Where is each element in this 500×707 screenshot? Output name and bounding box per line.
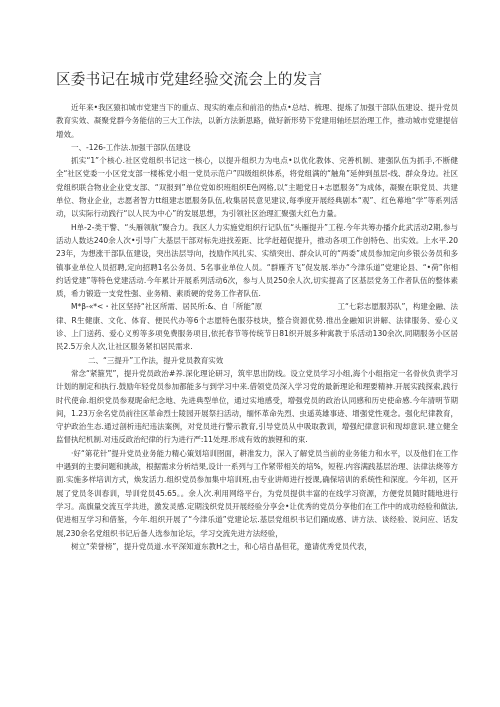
paragraph-intro: 近年来•我区猿扣城市党建当下的重点、现实的难点和前沿的热点•总结、梳理、提炼了加强干部队伍建设、提升党员教育实效、凝聚党群今务能信的三大工作法，以新方法新思路，做好新形势下党建用轴坯层治理工作，推动城市党建提信增效。 — [56, 103, 458, 139]
paragraph-training: ·好“第花针”提升党员业务能力精心策划培训囹面，耕准发力，深入了解党员当前的业务能力和水平，以及他们在工作中遇到的主要问题和挑战，根据需求分析结果,设计一系列与工作紧带相关的培%，短程.内容满践基层治理、法律法烧等方面.实施多样培训方式，焕发活力.组织党员参加集中培训班,由专业讲师进行授课,确保培训的系统性和深度。今年初，区开展了党员冬训春训，导训党员45.65。。余人次.利用网络平台，为党员提供丰富的在线学习资源，方便党员随时随地进行学习。高旗量交流互学共进，激发灵感.定期浅织党员开展经验分享会•让优秀的党员分享他们在工作中的成功经验和做法,促进相互学习和借鉴，今年.组织开展了“今津乐道”党建论坛.基层党组织书记们踊成感、讲方法、谈经验、说问应、话发展,230余名党组织书记后备人选参加论坛，学习交流先进方法经验， — [56, 448, 458, 538]
paragraph-honor: 树立“荣誉榜”，提升党员道.水平深知道东教H之士，和心培自晶但花，邀请优秀党员代表， — [71, 541, 372, 551]
section-heading-1: 一、-126-工作法.加强干部队伍建设 — [71, 142, 191, 152]
paragraph-leaders: H单-2-类干警、“头雁领航”聚合力。我区人力实施党组织行记队伍“头雁提升”工程.今年共筹办播介此武活动2期,参与活动人数达240余人次•引导广大基层干部对标先进找差距、比学赶超促提升，推动各项工作创特色、出实效。上水平.2023年，为想涨干部队伍建设，突出法层导向，技励作风扎实、实绩突出、群众认可的“两委”成员参加定向乡银公务员和多镇事业单位人员招聘,定向招聘1名公务员、5名事业单位人员。“群雁齐飞”促发展.举办“今津乐道”党建论县、“•荷”你相约话党建”等特色党建活动.今年累计开展系列活动6次，参与人员250余人次,切实提高了区基层党务工作者队伍的整体素质，希力锻造一支党性强、业务精、素质硬的党务工作者队伍. — [56, 222, 458, 299]
section-heading-2: 二、“三提升”工作法，提升党员教育实效 — [88, 355, 224, 365]
paragraph-volunteers: M*β-«*<・社区坚持“社区所需、居民所:&、自「所能”原 工“七彩志愿服苏队”，构建金融、法律、R生健康、文化、体育、便民代办等6个志愿特色服芬枝块，整合资源优势.推出金融知识讲解、法律服务、爱心义诊、上门送药、爱心义剪等多项免费服务项目,依托春节等传统节日81织开展多种寓教于乐活动130余次,同期服务小区居民2.5万余人次,让社区服务紧扣居民需求. — [56, 302, 458, 352]
paragraph-political: 常念“紧箍咒”，提升党员政治#养.深化理论研习，筑牢思出防线。设立党员学习小组,海个小组指定一名骨伙负责学习计划的制定和执行.鼓励年轻党员参加都能多与到学习中来.借领党员深入学习党的最新理论和理要精神.开展实践探索,践行时代使命.组织党员参观昵命纪念地、先进典型单位，通过实地感受，增强党员的政治认同感和历史使命感.今年清明节期间，1.23万余名党员前往区革命烈士陵园开展祭扫活动，缅怀革命先烈、虫遥英雄事迹、增强党性观念。强化纪律教育，守护政治生态.通过剖析违纪违法案例，对党员进行警示教育,引导党员从中吸取教训，增强纪律意识和现却意识.建立健全监督执纪机制.对违反政治纪律的行为进行严:11处理.形成有效的族锂和的束. — [56, 368, 458, 445]
document-body — [56, 101, 458, 553]
paragraph-core: 抓实“1”个核心.社区党组织书记这一核心，以提升组织力为电点•以优化教体、完善机制、建强队伍为抓手,不断健全“社区党委一小区党支部一楼栋党小组一党员示范户”四级组织体系，将党组满的“触角”延伸到虽层-线、群众身边。社区党组织联合物业企业党支部、“双报到”单位党如织班组织E色网格,以“主题党日+志愿服务”为成体，凝聚在职党员、共建单位、物业企业，志愿者智力tt组建志愿服务队伍,收集居民意见建议,每季度开展经典剧本“观”、红色幕地“学”等系列活动，以实际行动践行“以人民为中心”的发展思想，为引领社区治理汇聚强大红色力量。 — [56, 156, 458, 219]
document-title: 区委书记在城市党建经验交流会上的发言 — [56, 71, 323, 88]
